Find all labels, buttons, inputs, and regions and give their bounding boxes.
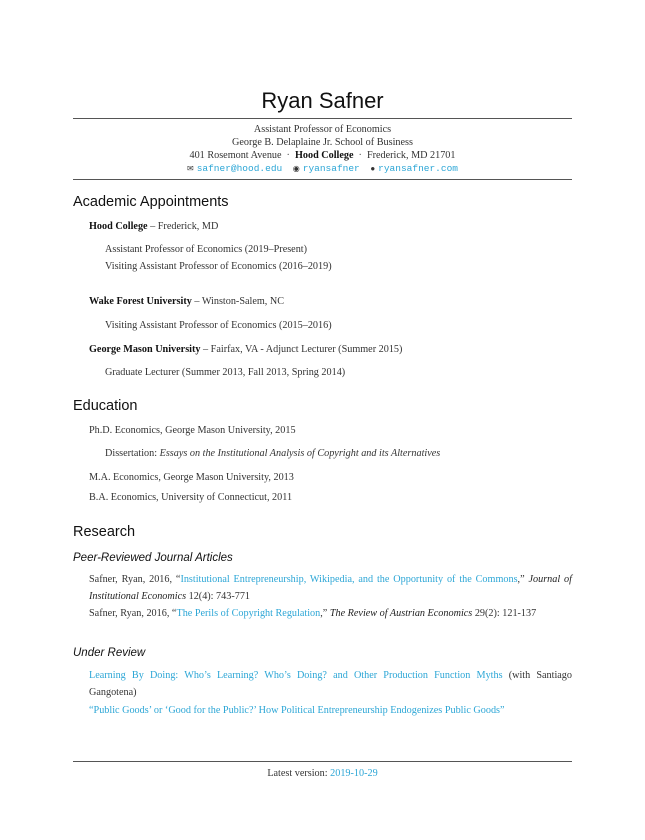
paper-title-link[interactable]: “Public Goods’ or ‘Good for the Public?’ How Political Entrepreneurship Endogenizes Public Goods” [89,705,505,716]
review-paper-1 [89,667,572,701]
email-link[interactable]: safner@hood.edu [196,163,283,174]
github-icon: ◉ [292,164,300,173]
role-item: Visiting Assistant Professor of Economics (2015–2016) [105,320,332,331]
journal-name: The Review of Austrian Economics [329,608,473,619]
journal-name: Journal of Institutional Economics [89,574,572,602]
employer-location: – Frederick, MD [147,221,219,232]
version-label: Latest version: [267,768,331,779]
footer-rule [73,761,572,762]
role-item: Assistant Professor of Economics (2019–Present) [105,244,308,255]
article-prefix: Safner, Ryan, 2016, “ [89,574,181,585]
globe-icon: ● [370,164,376,173]
review-paper-2 [89,702,572,719]
article-suffix: ,” [320,608,330,619]
envelope-icon: ✉ [187,164,194,173]
paper-title-link[interactable]: Learning By Doing: Who’s Learning? Who’s Doing? and Other Production Function Myths [89,670,503,681]
city: Frederick, MD 21701 [366,150,456,161]
employer-name: Hood College [89,221,148,232]
section-research: Research [73,524,136,540]
appointment-wake [89,296,284,307]
header-bottom-rule [73,179,572,180]
separator-dot: · [286,150,290,161]
separator-dot: · [358,150,362,161]
street-address: 401 Rosemont Avenue [189,150,282,161]
dissertation-label: Dissertation: [105,448,160,459]
employer-location: – Fairfax, VA - Adjunct Lecturer (Summer 2015) [200,344,403,355]
role-item: Visiting Assistant Professor of Economics (2016–2019) [105,261,332,272]
degree-phd: Ph.D. Economics, George Mason University, 2015 [89,425,296,436]
subsection-peer-reviewed: Peer-Reviewed Journal Articles [73,552,233,564]
article-2 [89,605,572,622]
article-details: 12(4): 743-771 [186,591,251,602]
contact-line [0,163,645,174]
footer [0,768,645,779]
dissertation-title: Essays on the Institutional Analysis of Copyright and its Alternatives [159,448,441,459]
institution: Hood College [294,150,354,161]
employer-location: – Winston-Salem, NC [191,296,285,307]
article-title-link[interactable]: Institutional Entrepreneurship, Wikipedia, and the Opportunity of the Commons [180,574,518,585]
coauthor-note: (with Santiago Gangotena) [89,670,572,698]
degree-ma: M.A. Economics, George Mason University, 2013 [89,472,294,483]
article-details: 29(2): 121-137 [472,608,537,619]
dissertation [105,448,440,459]
article-1 [89,571,572,605]
appointment-gmu [89,344,402,355]
school-name: George B. Delaplaine Jr. School of Business [232,137,413,148]
appointment-hood [89,221,218,232]
cv-name: Ryan Safner [261,88,384,113]
role-item: Graduate Lecturer (Summer 2013, Fall 2013, Spring 2014) [105,367,346,378]
version-date-link[interactable]: 2019-10-29 [330,768,378,779]
section-appointments: Academic Appointments [73,194,229,210]
employer-name: George Mason University [89,344,201,355]
employer-name: Wake Forest University [89,296,192,307]
github-link[interactable]: ryansafner [302,163,360,174]
article-prefix: Safner, Ryan, 2016, “ [89,608,177,619]
job-title: Assistant Professor of Economics [253,124,392,135]
degree-ba: B.A. Economics, University of Connecticut, 2011 [89,492,293,503]
section-education: Education [73,398,138,414]
header-top-rule [73,118,572,119]
address-line [0,150,645,161]
article-title-link[interactable]: The Perils of Copyright Regulation [176,608,321,619]
article-suffix: ,” [517,574,529,585]
website-link[interactable]: ryansafner.com [378,163,458,174]
subsection-under-review: Under Review [73,647,146,659]
